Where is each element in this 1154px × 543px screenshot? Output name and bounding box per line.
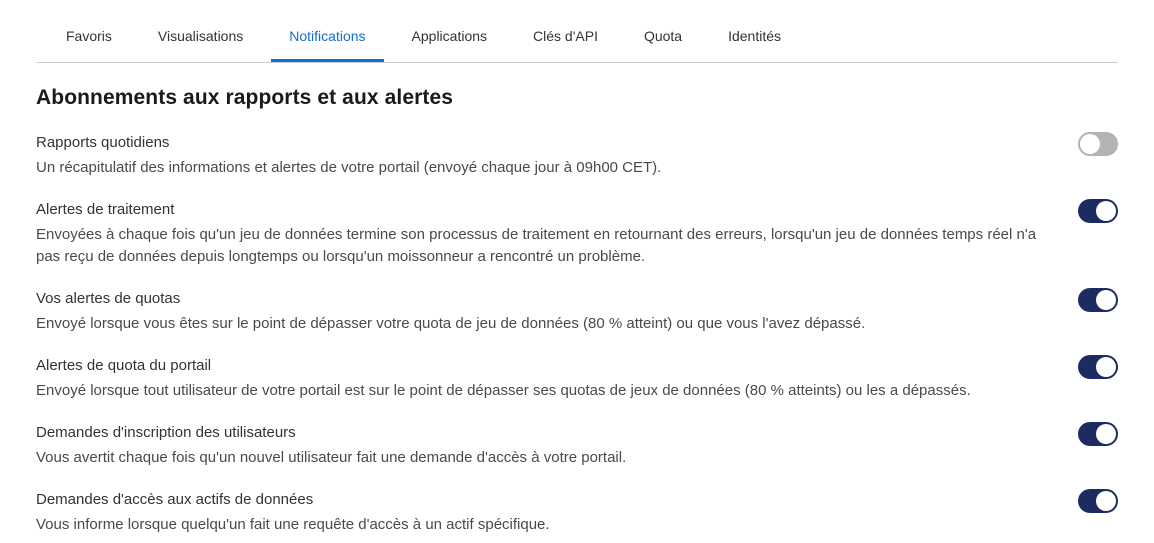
- switch-knob: [1080, 134, 1100, 154]
- tab-cles-api[interactable]: Clés d'API: [515, 0, 616, 62]
- tab-notifications[interactable]: Notifications: [271, 0, 383, 62]
- toggle-processing-alerts[interactable]: [1078, 199, 1118, 223]
- setting-row-daily-reports: [36, 132, 1118, 179]
- setting-text: [36, 288, 1062, 335]
- setting-label: Demandes d'accès aux actifs de données: [36, 491, 314, 508]
- setting-text: [36, 422, 1062, 469]
- switch-knob: [1096, 424, 1116, 444]
- toggle-user-signup-requests[interactable]: [1078, 422, 1118, 446]
- setting-text: [36, 355, 1062, 402]
- tab-applications[interactable]: Applications: [394, 0, 506, 62]
- setting-label: Alertes de quota du portail: [36, 357, 212, 374]
- setting-row-data-asset-access-requests: [36, 489, 1118, 536]
- setting-row-portal-quota-alerts: [36, 355, 1118, 402]
- tab-bar: [36, 0, 1118, 63]
- setting-text: [36, 489, 1062, 536]
- setting-description: Un récapitulatif des informations et alertes de votre portail (envoyé chaque jour à 09h00 CET).: [36, 159, 662, 176]
- tab-identites[interactable]: Identités: [710, 0, 799, 62]
- switch-knob: [1096, 357, 1116, 377]
- switch-knob: [1096, 290, 1116, 310]
- setting-description: Vous informe lorsque quelqu'un fait une requête d'accès à un actif spécifique.: [36, 516, 550, 533]
- toggle-daily-reports[interactable]: [1078, 132, 1118, 156]
- toggle-portal-quota-alerts[interactable]: [1078, 355, 1118, 379]
- page-title: Abonnements aux rapports et aux alertes: [36, 86, 454, 109]
- switch-knob: [1096, 201, 1116, 221]
- tab-quota[interactable]: Quota: [626, 0, 700, 62]
- switch-knob: [1096, 491, 1116, 511]
- setting-row-user-signup-requests: [36, 422, 1118, 469]
- setting-row-processing-alerts: [36, 199, 1118, 268]
- setting-label: Vos alertes de quotas: [36, 290, 181, 307]
- tab-visualisations[interactable]: Visualisations: [140, 0, 261, 62]
- setting-label: Demandes d'inscription des utilisateurs: [36, 424, 296, 441]
- setting-description: Envoyé lorsque tout utilisateur de votre portail est sur le point de dépasser ses quotas de jeux de données (80 % atteints) ou les a dépassés.: [36, 382, 971, 399]
- toggle-your-quota-alerts[interactable]: [1078, 288, 1118, 312]
- tab-favoris[interactable]: Favoris: [48, 0, 130, 62]
- setting-text: [36, 199, 1062, 268]
- setting-description: Envoyé lorsque vous êtes sur le point de dépasser votre quota de jeu de données (80 % atteint) ou que vous l'avez dépassé.: [36, 315, 866, 332]
- setting-text: [36, 132, 1062, 179]
- setting-label: Alertes de traitement: [36, 201, 175, 218]
- toggle-data-asset-access-requests[interactable]: [1078, 489, 1118, 513]
- settings-list: [36, 132, 1118, 536]
- setting-description: Vous avertit chaque fois qu'un nouvel utilisateur fait une demande d'accès à votre portail.: [36, 449, 627, 466]
- setting-description: Envoyées à chaque fois qu'un jeu de données termine son processus de traitement en retournant des erreurs, lorsqu'un jeu de données temps réel n'a pas reçu de données depuis longtemps ou lorsqu'un moissonneur a rencontré un problème.: [36, 226, 1037, 265]
- setting-label: Rapports quotidiens: [36, 134, 170, 151]
- setting-row-your-quota-alerts: [36, 288, 1118, 335]
